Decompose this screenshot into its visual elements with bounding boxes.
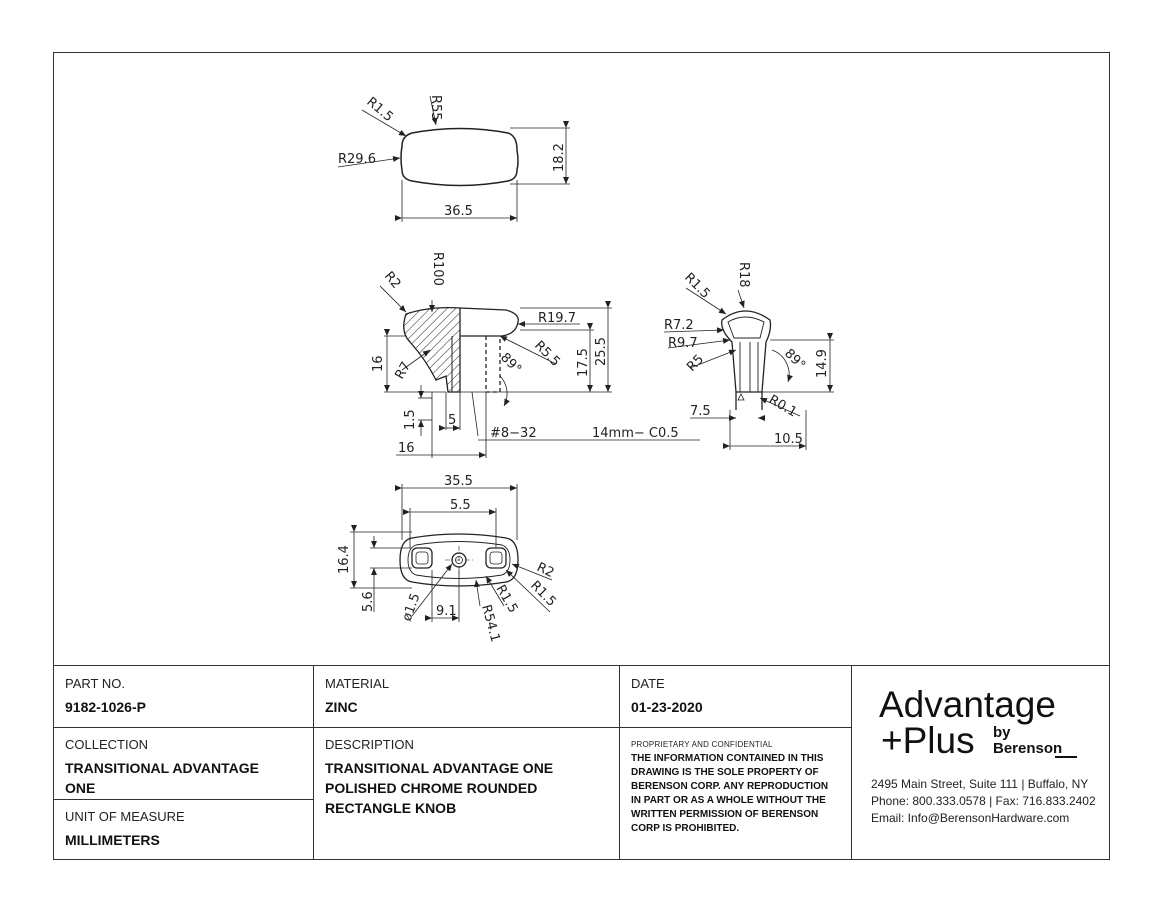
dim-16-vertical: 16 (371, 355, 386, 372)
dim-r18: R18 (736, 262, 751, 288)
section-view (404, 308, 519, 392)
company-email: Email: Info@BerensonHardware.com (871, 811, 1070, 825)
dim-17-5: 17.5 (576, 348, 591, 377)
brand-line2: +Plus (881, 720, 975, 761)
proprietary-line: THE INFORMATION CONTAINED IN THIS (631, 753, 824, 764)
company-phone: Phone: 800.333.0578 | Fax: 716.833.2402 (871, 794, 1096, 808)
dim-r9-7: R9.7 (668, 336, 698, 351)
dim-r5: R5 (684, 351, 708, 375)
brand-line1: Advantage (879, 684, 1056, 725)
dim-18-2: 18.2 (552, 143, 567, 172)
description-label: DESCRIPTION (325, 737, 414, 752)
dim-r7: R7 (392, 359, 415, 382)
part-no-label: PART NO. (65, 676, 125, 691)
dim-thread: #8−32 (490, 426, 537, 441)
dim-r29-6: R29.6 (338, 152, 376, 167)
dim-16-4: 16.4 (337, 545, 352, 574)
title-block-divider (313, 666, 314, 860)
title-block-divider (53, 799, 313, 800)
dim-r1-5: R1.5 (363, 94, 396, 126)
dim-r0-1: R0.1 (766, 392, 800, 421)
date-value: 01-23-2020 (631, 699, 703, 715)
proprietary-line: IN PART OR AS A WHOLE WITHOUT THE (631, 795, 826, 806)
proprietary-line: WRITTEN PERMISSION OF BERENSON (631, 809, 819, 820)
dim-r1-5-bottom-b: R1.5 (527, 578, 559, 610)
proprietary-line: CORP IS PROHIBITED. (631, 823, 740, 834)
dim-note-14mm: 14mm− C0.5 (592, 426, 679, 441)
material-label: MATERIAL (325, 676, 390, 691)
collection-label: COLLECTION (65, 737, 149, 752)
brand-by: by (993, 724, 1011, 741)
description-line2: POLISHED CHROME ROUNDED (325, 780, 538, 796)
side-view (722, 311, 771, 410)
dim-36-5: 36.5 (444, 204, 473, 219)
dim-r7-2: R7.2 (664, 318, 694, 333)
collection-value-line1: TRANSITIONAL ADVANTAGE (65, 760, 259, 776)
dim-25-5: 25.5 (594, 337, 609, 366)
title-block (53, 665, 1110, 860)
dim-5-6: 5.6 (361, 591, 376, 612)
dim-5-5: 5.5 (450, 498, 471, 513)
dim-r1-5-side: R1.5 (681, 270, 713, 302)
dim-angle-89-side: 89° (781, 346, 809, 374)
dim-r5-5: R5.5 (531, 338, 563, 370)
dim-14-9: 14.9 (815, 349, 830, 378)
brand-underline (1055, 756, 1077, 758)
dim-35-5: 35.5 (444, 474, 473, 489)
dim-7-5: 7.5 (690, 404, 711, 419)
unit-value: MILLIMETERS (65, 832, 160, 848)
title-block-divider (53, 727, 851, 728)
part-no-value: 9182-1026-P (65, 699, 146, 715)
proprietary-heading: PROPRIETARY AND CONFIDENTIAL (631, 740, 773, 749)
proprietary-line: BERENSON CORP. ANY REPRODUCTION (631, 781, 829, 792)
title-block-divider (851, 666, 852, 860)
description-line3: RECTANGLE KNOB (325, 800, 457, 816)
brand-company: Berenson (993, 740, 1063, 757)
dim-r54-1: R54.1 (478, 603, 503, 644)
title-block-divider (619, 666, 620, 860)
dim-10-5: 10.5 (774, 432, 803, 447)
dim-r100: R100 (430, 252, 445, 286)
dim-r19-7: R19.7 (538, 311, 576, 326)
collection-value-line2: ONE (65, 780, 96, 796)
dim-r1-5-bottom-a: R1.5 (492, 582, 521, 616)
proprietary-line: DRAWING IS THE SOLE PROPERTY OF (631, 767, 819, 778)
dim-dia-1-5: ø1.5 (399, 591, 424, 624)
company-address: 2495 Main Street, Suite 111 | Buffalo, NY (871, 777, 1089, 791)
dim-1-5: 1.5 (403, 409, 418, 430)
dim-r2-bottom: R2 (534, 560, 557, 581)
date-label: DATE (631, 676, 665, 691)
dim-5: 5 (448, 413, 457, 428)
description-line1: TRANSITIONAL ADVANTAGE ONE (325, 760, 554, 776)
dim-angle-89-section: 89° (497, 350, 525, 378)
dim-16-horizontal: 16 (398, 441, 415, 456)
dim-r2-section: R2 (380, 268, 404, 292)
unit-label: UNIT OF MEASURE (65, 809, 185, 824)
dim-r55: R55 (428, 95, 443, 121)
material-value: ZINC (325, 699, 358, 715)
dim-9-1: 9.1 (436, 604, 457, 619)
proprietary-notice (631, 752, 828, 836)
